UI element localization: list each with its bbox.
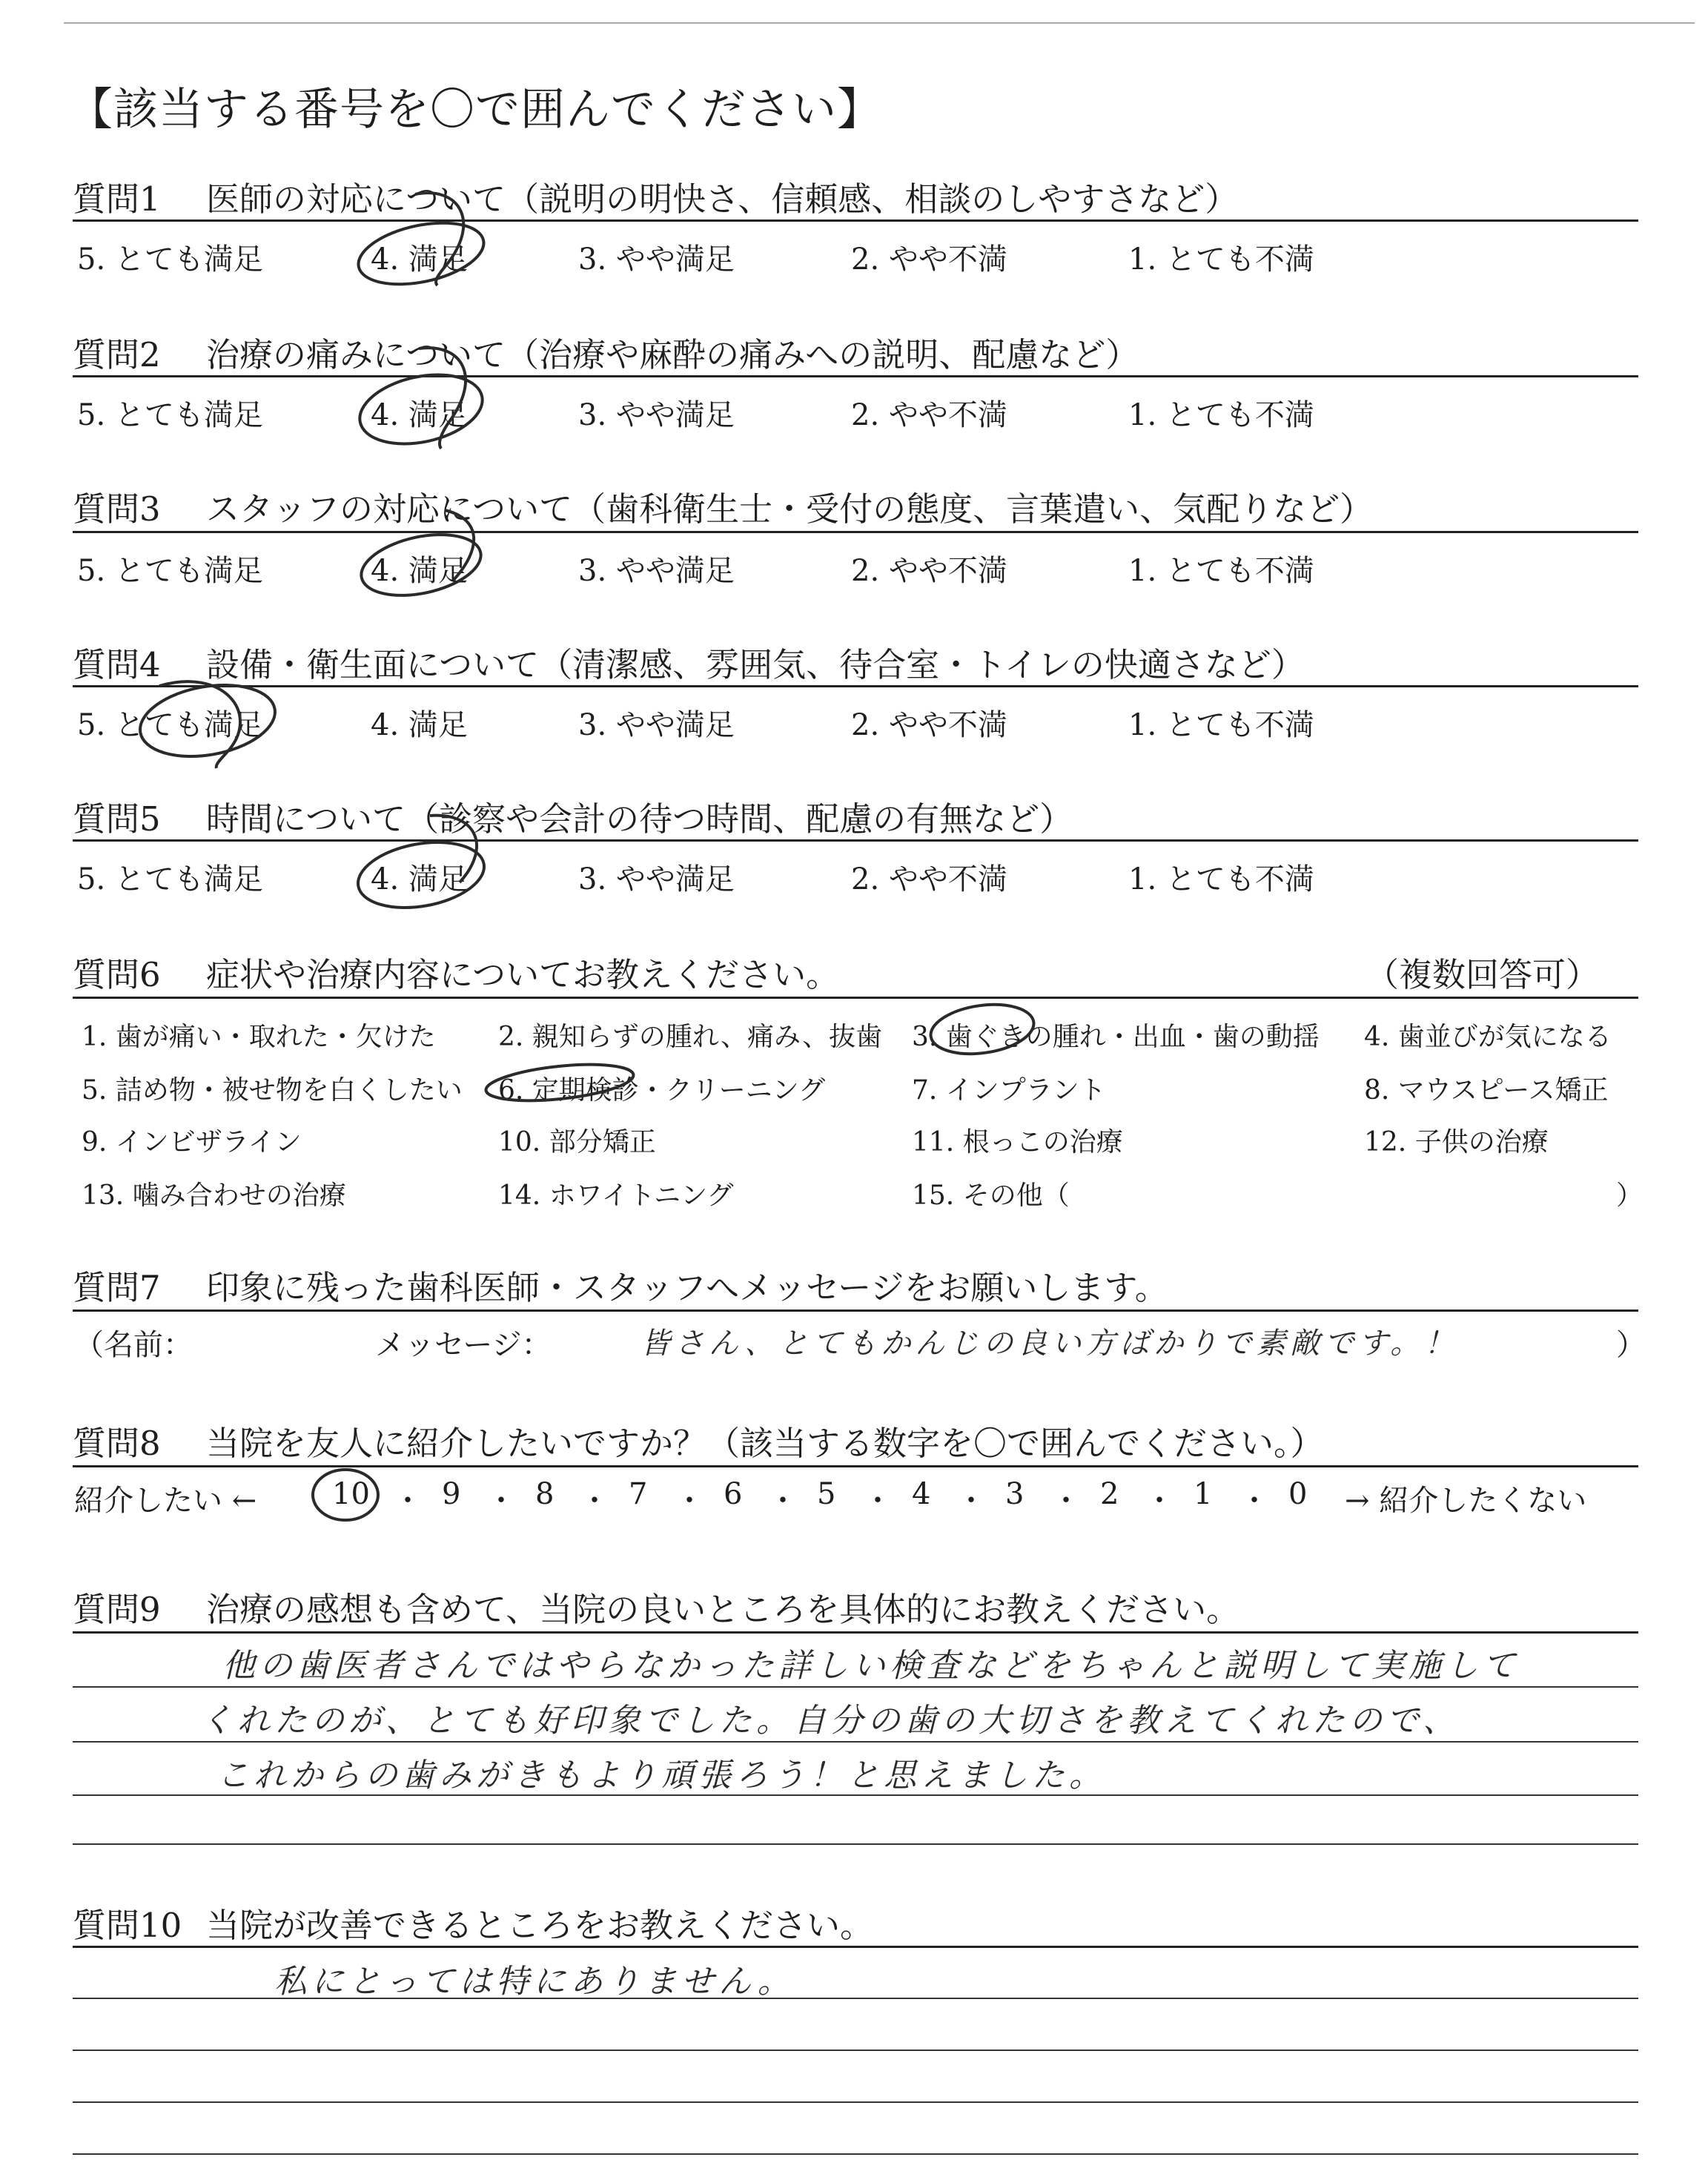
handwritten-answer-line: 私にとっては特にありません。 [274, 1963, 795, 2001]
q6-option-2[interactable]: 2. 親知らずの腫れ、痛み、抜歯 [498, 1022, 883, 1052]
answer-line [73, 1741, 1638, 1743]
scan-edge-line [64, 22, 1695, 24]
q6-option-9[interactable]: 9. インビザライン [82, 1127, 302, 1157]
question-text: 治療の痛みについて（治療や麻酔の痛みへの説明、配慮など） [206, 335, 1139, 374]
question-text: 印象に残った歯科医師・スタッフへメッセージをお願いします。 [206, 1268, 1168, 1307]
question-text: 当院が改善できるところをお教えください。 [206, 1906, 874, 1945]
handwritten-answer-line: 他の歯医者さんではやらなかった詳しい検査などをちゃんと説明して実施して [222, 1647, 1520, 1685]
q1-option-4[interactable]: 4. 満足 [371, 242, 468, 277]
question-rule [73, 375, 1638, 377]
answer-line [73, 2050, 1638, 2051]
score-2[interactable]: 2 [1100, 1477, 1119, 1511]
q6-option-13[interactable]: 13. 噛み合わせの治療 [82, 1180, 346, 1211]
question-rule [73, 531, 1638, 533]
question-5 [73, 792, 1073, 840]
q4-option-5[interactable]: 5. とても満足 [77, 708, 263, 742]
q6-option-12[interactable]: 12. 子供の治療 [1364, 1127, 1549, 1157]
q3-option-2[interactable]: 2. やや不満 [851, 554, 1007, 588]
question-text: 設備・衛生面について（清潔感、雰囲気、待合室・トイレの快適さなど） [206, 645, 1305, 684]
question-7 [73, 1261, 1168, 1309]
q5-option-5[interactable]: 5. とても満足 [77, 862, 263, 896]
question-rule [73, 1631, 1638, 1634]
score-1[interactable]: 1 [1194, 1477, 1213, 1511]
score-sep: ・ [486, 1484, 516, 1518]
question-rule [73, 839, 1638, 842]
question-rule [73, 1946, 1638, 1948]
q2-option-3[interactable]: 3. やや満足 [578, 398, 735, 432]
q2-option-2[interactable]: 2. やや不満 [851, 398, 1007, 432]
score-sep: ・ [1239, 1484, 1269, 1518]
q6-option-3[interactable]: 3. 歯ぐきの腫れ・出血・歯の動揺 [912, 1022, 1320, 1052]
question-number: 質問4 [73, 645, 161, 684]
q6-option-1[interactable]: 1. 歯が痛い・取れた・欠けた [82, 1022, 436, 1052]
score-sep: ・ [1145, 1484, 1174, 1518]
question-number: 質問5 [73, 799, 161, 839]
question-number: 質問1 [73, 179, 161, 219]
question-number: 質問8 [73, 1424, 161, 1463]
question-rule [73, 997, 1638, 999]
question-number: 質問2 [73, 335, 161, 374]
score-0[interactable]: 0 [1288, 1477, 1308, 1511]
question-rule [73, 1309, 1638, 1312]
score-4[interactable]: 4 [912, 1477, 931, 1511]
question-number: 質問3 [73, 489, 161, 529]
handwritten-answer-line: これからの歯みがきもより頑張ろう！と思えました。 [216, 1757, 1106, 1794]
question-number: 質問9 [73, 1590, 161, 1629]
q3-option-1[interactable]: 1. とても不満 [1128, 554, 1314, 588]
score-6[interactable]: 6 [724, 1477, 743, 1511]
score-sep: ・ [956, 1484, 986, 1518]
q3-option-5[interactable]: 5. とても満足 [77, 554, 263, 588]
question-number: 質問6 [73, 955, 161, 994]
score-sep: ・ [768, 1484, 798, 1518]
question-4 [73, 638, 1305, 686]
question-text: 当院を友人に紹介したいですか？（該当する数字を〇で囲んでください。） [206, 1424, 1324, 1463]
q4-option-3[interactable]: 3. やや満足 [578, 708, 735, 742]
q4-option-1[interactable]: 1. とても不満 [1128, 708, 1314, 742]
q2-option-5[interactable]: 5. とても満足 [77, 398, 263, 432]
q6-option-15[interactable]: 15. その他（ [912, 1180, 1070, 1211]
other-close-paren: ） [1616, 1180, 1644, 1211]
page-title: 【該当する番号を〇で囲んでください】 [68, 84, 882, 136]
q3-option-4[interactable]: 4. 満足 [371, 554, 468, 588]
answer-line [73, 1686, 1638, 1688]
recommend-right-label: → 紹介したくない [1345, 1484, 1587, 1518]
q6-option-11[interactable]: 11. 根っこの治療 [912, 1127, 1123, 1157]
question-text: スタッフの対応について（歯科衛生士・受付の態度、言葉遣い、気配りなど） [206, 489, 1374, 529]
score-sep: ・ [393, 1484, 423, 1518]
q4-option-4[interactable]: 4. 満足 [371, 708, 468, 742]
q4-option-2[interactable]: 2. やや不満 [851, 708, 1007, 742]
question-text: 治療の感想も含めて、当院の良いところを具体的にお教えください。 [206, 1590, 1240, 1629]
answer-line [73, 2101, 1638, 2103]
q1-option-5[interactable]: 5. とても満足 [77, 242, 263, 277]
score-5[interactable]: 5 [817, 1477, 836, 1511]
q1-option-1[interactable]: 1. とても不満 [1128, 242, 1314, 277]
score-3[interactable]: 3 [1005, 1477, 1025, 1511]
q1-option-2[interactable]: 2. やや不満 [851, 242, 1007, 277]
question-text: 症状や治療内容についてお教えください。 [206, 955, 840, 994]
q5-option-2[interactable]: 2. やや不満 [851, 862, 1007, 896]
question-1 [73, 172, 1238, 220]
handwritten-answer-line: くれたのが、とても好印象でした。自分の歯の大切さを教えてくれたので、 [200, 1702, 1460, 1740]
score-7[interactable]: 7 [629, 1477, 648, 1511]
q5-option-4[interactable]: 4. 満足 [371, 862, 468, 896]
question-9 [73, 1582, 1239, 1631]
score-9[interactable]: 9 [442, 1477, 461, 1511]
q3-option-3[interactable]: 3. やや満足 [578, 554, 735, 588]
q6-option-5[interactable]: 5. 詰め物・被せ物を白くしたい [82, 1075, 463, 1106]
multiple-answer-note: （複数回答可） [1366, 955, 1600, 994]
q6-option-10[interactable]: 10. 部分矯正 [498, 1127, 656, 1157]
name-label: （名前： [74, 1328, 193, 1362]
question-number: 質問10 [73, 1906, 182, 1945]
q6-option-8[interactable]: 8. マウスピース矯正 [1364, 1075, 1609, 1106]
score-8[interactable]: 8 [535, 1477, 555, 1511]
q6-option-6[interactable]: 6. 定期検診・クリーニング [498, 1075, 826, 1106]
handwritten-message: 皆さん、とてもかんじの良い方ばかりで素敵です。！ [640, 1327, 1459, 1361]
q1-option-3[interactable]: 3. やや満足 [578, 242, 735, 277]
question-2 [73, 328, 1139, 376]
answer-line [73, 1843, 1638, 1845]
score-sep: ・ [580, 1484, 609, 1518]
question-number: 質問7 [73, 1268, 161, 1307]
q6-option-4[interactable]: 4. 歯並びが気になる [1364, 1022, 1612, 1052]
question-10 [73, 1898, 873, 1946]
q6-option-7[interactable]: 7. インプラント [912, 1075, 1106, 1106]
message-close-paren: ） [1616, 1328, 1646, 1362]
question-6 [73, 948, 839, 996]
question-3 [73, 482, 1373, 530]
q2-option-4[interactable]: 4. 満足 [371, 398, 468, 432]
question-text: 医師の対応について（説明の明快さ、信頼感、相談のしやすさなど） [206, 179, 1239, 219]
answer-line [73, 2153, 1638, 2155]
score-sep: ・ [863, 1484, 893, 1518]
score-10[interactable]: 10 [332, 1477, 370, 1511]
question-text: 時間について（診察や会計の待つ時間、配慮の有無など） [206, 799, 1073, 839]
message-label: メッセージ： [375, 1328, 552, 1362]
score-sep: ・ [1051, 1484, 1081, 1518]
q5-option-1[interactable]: 1. とても不満 [1128, 862, 1314, 896]
q5-option-3[interactable]: 3. やや満足 [578, 862, 735, 896]
recommend-left-label: 紹介したい ← [74, 1484, 257, 1518]
question-rule [73, 685, 1638, 687]
q2-option-1[interactable]: 1. とても不満 [1128, 398, 1314, 432]
q6-option-14[interactable]: 14. ホワイトニング [498, 1180, 734, 1211]
question-rule [73, 219, 1638, 222]
question-rule [73, 1465, 1638, 1467]
score-sep: ・ [675, 1484, 704, 1518]
question-8 [73, 1416, 1324, 1464]
